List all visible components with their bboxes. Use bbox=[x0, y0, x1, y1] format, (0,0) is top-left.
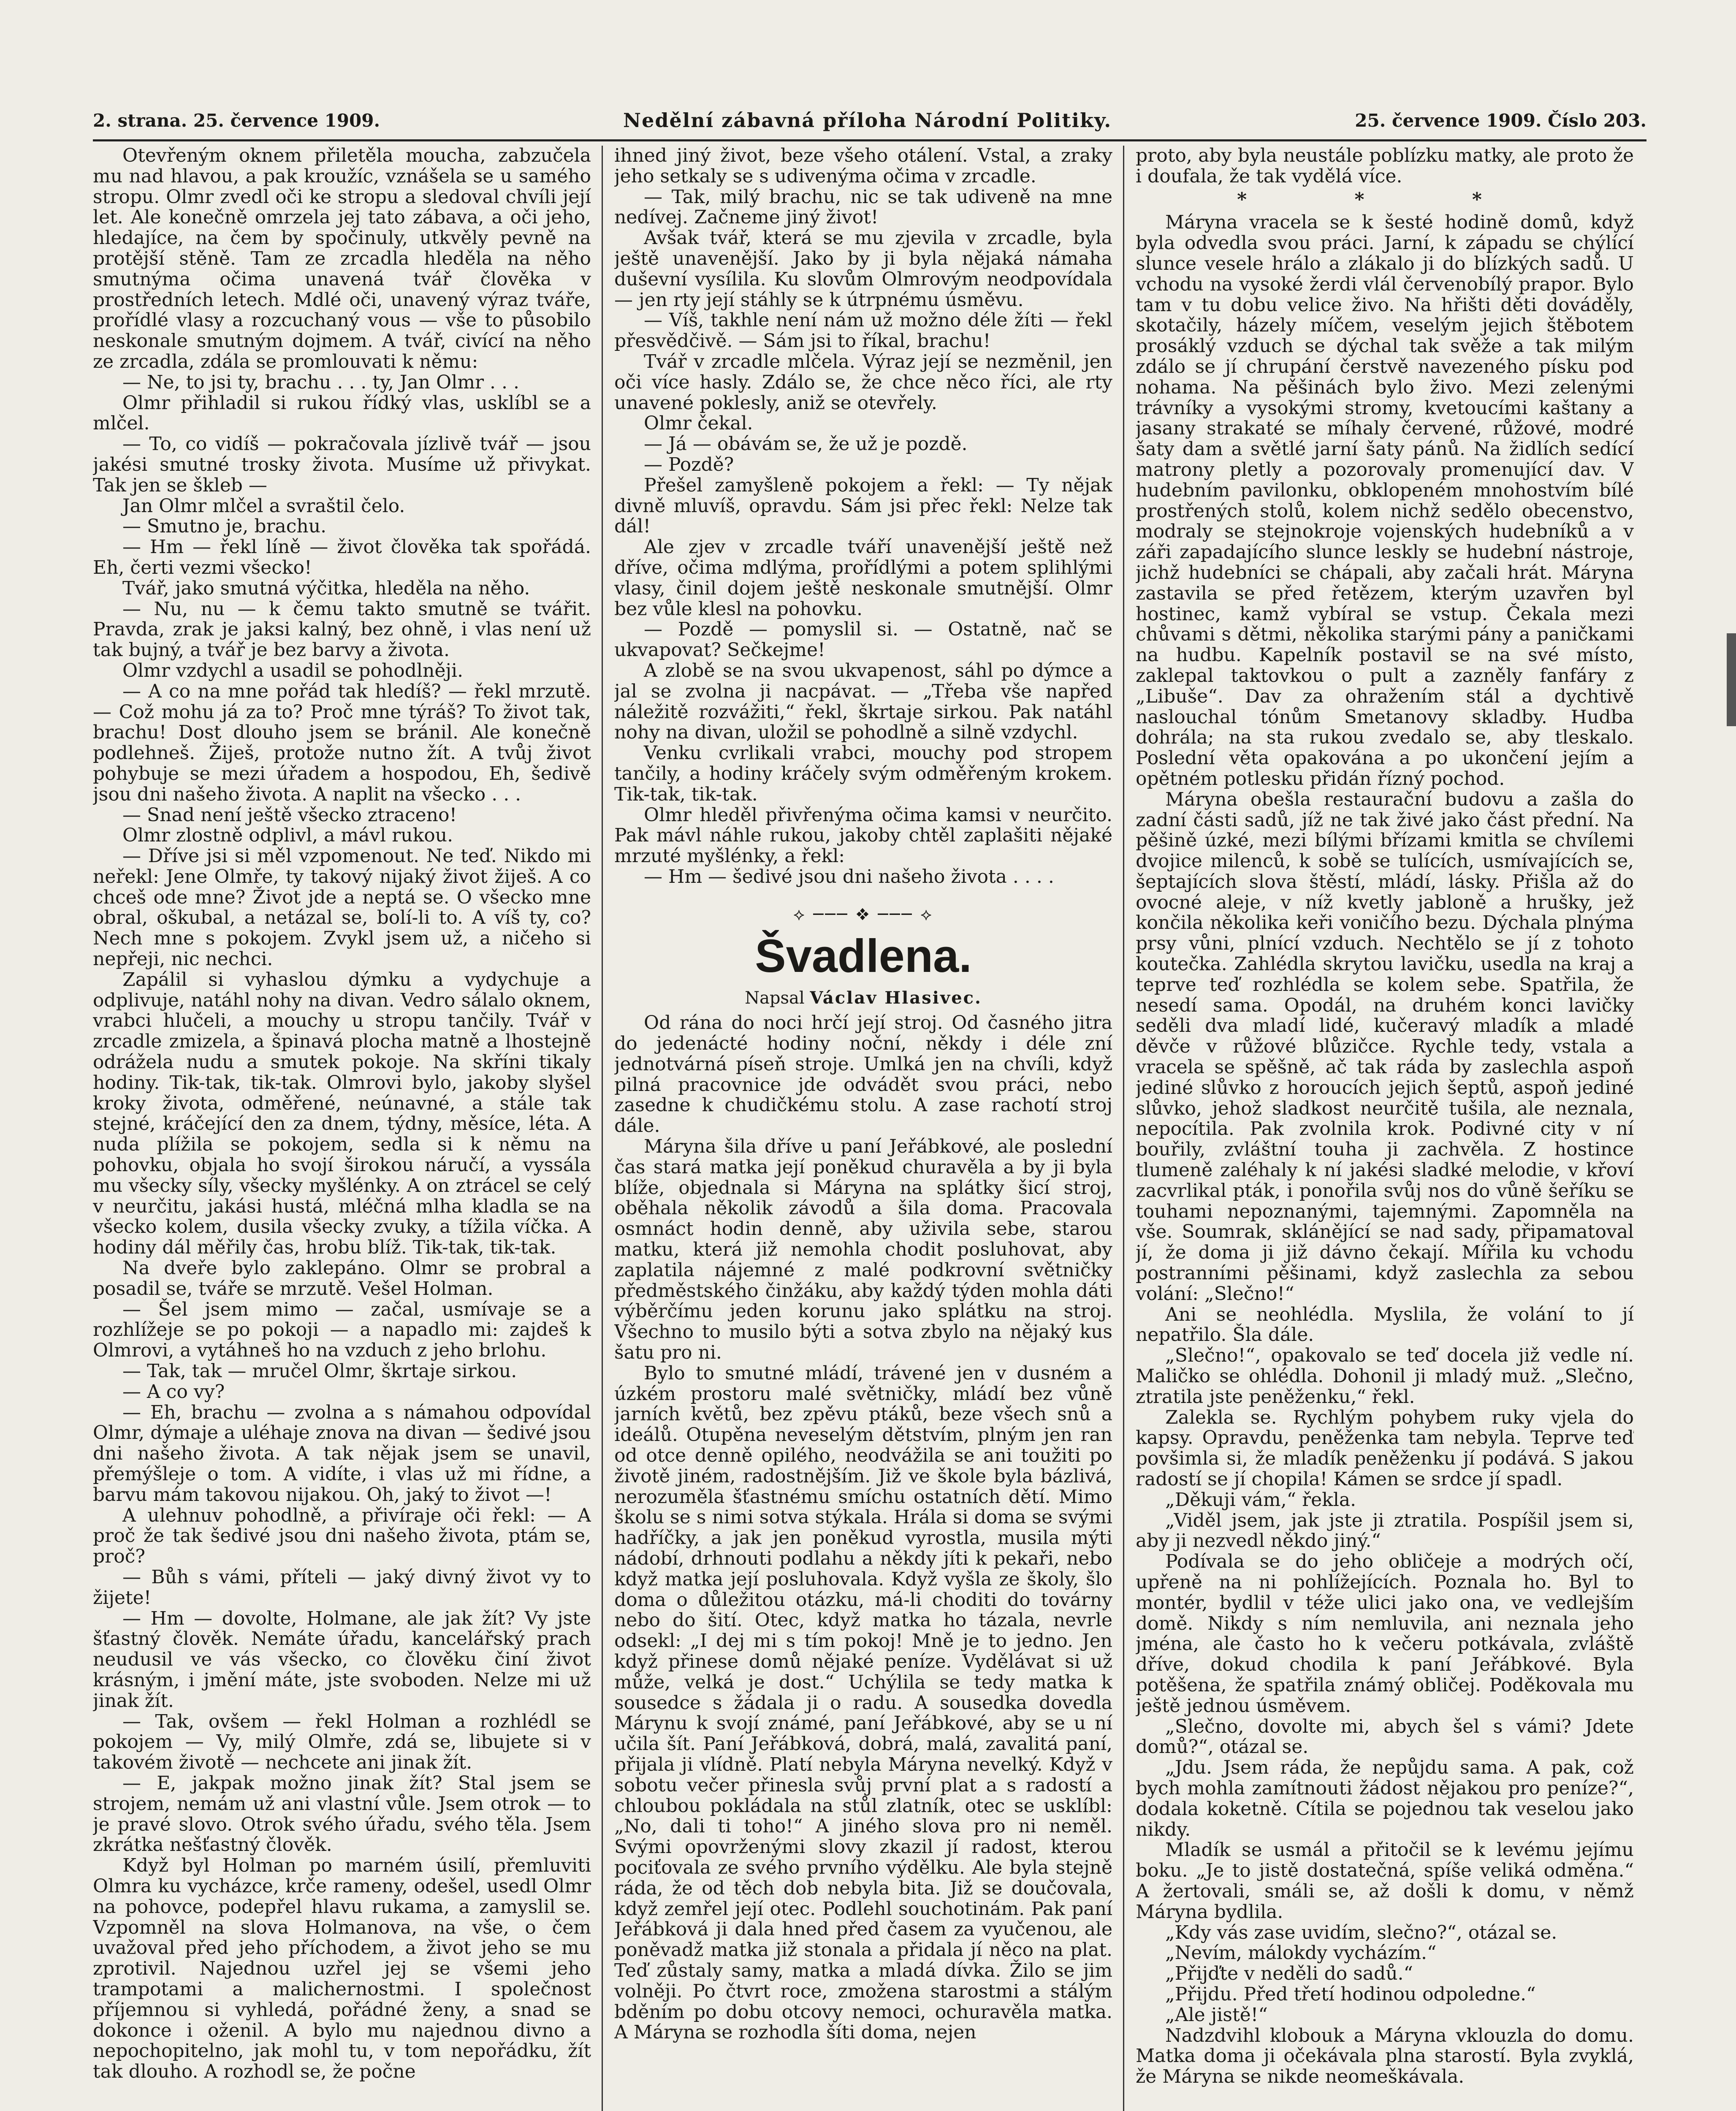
paragraph: Avšak tvář, která se mu zjevila v zrcadle, byla ještě unavenější. Jako by ji byla nějaká námaha duševní vysílila. Ku slovům Olmrovým neodpovídala — jen rty její stáhly se k útrpnému úsměvu. bbox=[614, 227, 1112, 311]
paragraph: Ani se neohlédla. Myslila, že volání to jí nepatřilo. Šla dále. bbox=[1136, 1303, 1634, 1346]
header-left: 2. strana. 25. července 1909. bbox=[93, 110, 380, 131]
paragraph: — Smutno je, brachu. bbox=[122, 516, 327, 537]
paragraph: — Bůh s vámi, příteli — jaký divný život vy to žijete! bbox=[93, 1566, 591, 1609]
column-divider bbox=[602, 146, 603, 2111]
paragraph: Máryna vracela se k šesté hodině domů, když byla odvedla svou práci. Jarní, k západu se chýlící slunce vesele hrálo a zlákalo ji do blízkých sadů. U vchodu na vysoké žerdi vlál červenobílý prapor. Bylo tam v tu dobu velice živo. Na hřišti děti dováděly, skotačily, házely míčem, veselým jejich štěbotem prosáklý vzduch se dýchal tak svěže a tak milým zdálo se jí chrupání čerstvě navezeného písku pod nohama. Na pěšinách bylo živo. Mezi zelenými trávníky a vysokými stromy, kvetoucími kaštany a jasany strakaté se míhaly červené, růžové, modré šaty dam a světlé jarní šaty pánů. Na židlích sedící matrony pletly a pozorovaly promenující dav. V hudebním pavilonku, obklopeném mnohostvím bílé prostřených stolů, kolem nichž sedělo obecenstvo, modraly se stejnokroje vojenských hudebníků a v záři zapadajícího slunce leskly se hudební nástroje, jichž hudebníci se chápali, aby začali hrát. Máryna zastavila se před řetězem, kterým uzavřen byl hostinec, kamž vybíral se vstup. Čekala mezi chůvami s dětmi, několika starými pány a paničkami na hudbu. Kapelník postavil se na své místo, zaklepal taktovkou o pult a zazněly fanfáry z „Libuše“. Dav za ohražením stál a dychtivě naslouchal tónům Smetanovy skladby. Hudba dohrála; na sta rukou zvedalo se, aby tleskalo. Poslední věta opakována a po ukončení jejím a opětném potlesku přidán řízný pochod. bbox=[1136, 212, 1634, 790]
paragraph: — Hm — šedivé jsou dni našeho života . . . . bbox=[644, 866, 1054, 887]
byline-prefix: Napsal bbox=[745, 988, 805, 1008]
paragraph: Jan Olmr mlčel a svraštil čelo. bbox=[122, 495, 405, 517]
paragraph: „Viděl jsem, jak jste ji ztratila. Pospíšil jsem si, aby ji nezvedl někdo jiný.“ bbox=[1136, 1509, 1634, 1552]
paragraph: — Pozdě? bbox=[644, 453, 734, 475]
paragraph: — Dříve jsi si měl vzpomenout. Ne teď. Nikdo mi neřekl: Jene Olmře, ty takový nijaký život žiješ. A co chceš ode mne? Život jde a neptá se. O všecko mne obral, oškubal, a netázal se, bolí-li to. A víš ty, co? Nech mne s pokojem. Zvykl jsem už, a ničeho si nepřeji, nic nechci. bbox=[93, 845, 591, 970]
paragraph: — Hm — řekl líně — život člověka tak spořádá. Eh, čerti vezmi všecko! bbox=[93, 536, 591, 578]
paragraph: Když byl Holman po marném úsilí, přemluviti Olmra ku vycházce, krče rameny, odešel, usedl Olmr na pohovce, podepřel hlavu rukama, a zamyslil se. Vzpomněl na slova Holmanova, na vše, o čem uvažoval před jeho příchodem, a život jeho se mu zprotivil. Najednou uzřel jej se všemi jeho trampotami a malichernostmi. I společnost příjemnou si vyhledá, pořádné ženy, a snad se dokonce i oženil. A bylo mu najednou divno a nepochopitelno, jak mohl tu, v tom nepořádku, žít tak dlouho. A rozhodl se, že počne bbox=[93, 1855, 591, 2083]
paragraph: „Kdy vás zase uvidím, slečno?“, otázal se. bbox=[1165, 1921, 1557, 1943]
header-rule bbox=[93, 139, 1646, 141]
paragraph: — Pozdě — pomyslil si. — Ostatně, nač se ukvapovat? Sečkejme! bbox=[614, 619, 1112, 661]
paragraph: Máryna šila dříve u paní Jeřábkové, ale poslední čas stará matka její poněkud churavěla a by ji byla blíže, objednala si Máryna na splátky šicí stroj, oběhala několik závodů a šila doma. Pracovala osmnáct hodin denně, aby uživila sebe, starou matku, která již nemohla chodit posluhovat, aby zaplatila nájemné z malé podkrovní světničky předměstského činžáku, aby každý týden mohla dáti výběrčímu jeden korunu jako splátku na stroj. Všechno to musilo býti a sotva zbylo na nějaký kus šatu pro ni. bbox=[614, 1136, 1112, 1364]
paragraph: — Hm — dovolte, Holmane, ale jak žít? Vy jste šťastný člověk. Nemáte úřadu, kancelářský prach neudusil ve vás všecko, co člověku činí život krásným, i jmění máte, jste svoboden. Nelze mi už jinak žít. bbox=[93, 1607, 591, 1712]
paragraph: — Víš, takhle není nám už možno déle žíti — řekl přesvědčivě. — Sám jsi to říkal, brachu! bbox=[614, 309, 1112, 352]
paragraph: „Děkuji vám,“ řekla. bbox=[1165, 1489, 1356, 1511]
paragraph: — Tak, milý brachu, nic se tak udiveně na mne nedívej. Začneme jiný život! bbox=[614, 186, 1112, 228]
paragraph: „Přijdu. Před třetí hodinou odpoledne.“ bbox=[1165, 1983, 1536, 2005]
story-byline bbox=[614, 988, 1112, 1009]
paragraph: — E, jakpak možno jinak žít? Stal jsem se strojem, nemám už ani vlastní vůle. Jsem otrok — to je pravé slovo. Otrok svého úřadu, svého těla. Jsem zkrátka nešťastný člověk. bbox=[93, 1772, 591, 1856]
column-divider bbox=[1123, 146, 1124, 2111]
header-right: 25. července 1909. Číslo 203. bbox=[1355, 110, 1646, 131]
paragraph: A zlobě se na svou ukvapenost, sáhl po dýmce a jal se zvolna ji nacpávat. — „Třeba vše napřed náležitě rozvážiti,“ řekl, škrtaje sirkou. Pak natáhl nohy na divan, uložil se pohodlně a silně vzdychl. bbox=[614, 659, 1112, 743]
paragraph: Olmr přihladil si rukou řídký vlas, usklíbl se a mlčel. bbox=[93, 392, 591, 434]
paragraph: Olmr zlostně odplivl, a mávl rukou. bbox=[122, 825, 453, 847]
paragraph: Od rána do noci hrčí její stroj. Od časného jitra do jedenácté hodiny noční, někdy i déle zní jednotvárná píseň stroje. Umlká jen na chvíli, když pilná pracovnice jde odvádět svou práci, nebo zasedne k chudičkému stolu. A zase rachotí stroj dále. bbox=[614, 1012, 1112, 1137]
paragraph: „Slečno!“, opakovalo se teď docela již vedle ní. Maličko se ohlédla. Dohonil ji mladý muž. „Slečno, ztratila jste peněženku,“ řekl. bbox=[1136, 1345, 1634, 1408]
paragraph: Máryna obešla restaurační budovu a zašla do zadní části sadů, jíž ne tak živé jako část přední. Na pěšině úzké, mezi bílými břízami kmitla se chvílemi dvojice milenců, k sobě se tulících, usmívajících se, šeptajících slova štěstí, mládí, lásky. Přišla až do ovocné aleje, v níž kvetly jabloně a hrušky, jež končila několika keři voničího bezu. Dýchala plnýma prsy vůni, plnící vzduch. Nechtělo se jí z tohoto koutečka. Zahlédla skrytou lavičku, usedla na kraj a teprve teď rozhlédla se kolem sebe. Spatřila, že nesedí sama. Opodál, na druhém konci lavičky seděli dva mladí lidé, kučeravý mladík a mladé děvče v růžové blůzičce. Rychle tedy, vstala a vracela se spěšně, ač tak ráda by zaslechla aspoň jediné slůvko z horoucích jejich šeptů, aspoň jediné slůvko, jehož sladkost neurčitě tušila, ale neznala, nepocítila. Pak zvolnila krok. Podivné city v ní bouřily, zvláštní touha ji zachvěla. Z hostince tlumeně zaléhaly k ní jakési sladké melodie, v křoví zacvrlikal pták, i ponořila svůj nos do vůně šeříku se touhami nepoznanými, tajemnými. Zapomněla na vše. Soumrak, sklánějící se nad sady, připamatoval jí, že doma ji již dávno čekají. Mířila ku vchodu postranními pěšinami, když zaslechla za sebou volání: „Slečno!“ bbox=[1136, 788, 1634, 1305]
paragraph: Ale zjev v zrcadle tváří unavenější ještě než dříve, očima mdlýma, prořídlými a potem splihlými vlasy, činil dojem ještě neskonale smutnější. Olmr bez vůle klesl na pohovku. bbox=[614, 536, 1112, 620]
column-3 bbox=[1136, 146, 1634, 2111]
column-1 bbox=[93, 146, 591, 2111]
paragraph: Na dveře bylo zaklepáno. Olmr se probral a posadil se, tváře se mrzutě. Vešel Holman. bbox=[93, 1257, 591, 1300]
paragraph: Olmr čekal. bbox=[644, 412, 753, 434]
paragraph: „Jdu. Jsem ráda, že nepůjdu sama. A pak, což bych mohla zamítnouti žádost nějakou pro peníze?“, dodala koketně. Cítila se pojednou tak veselou jako nikdy. bbox=[1136, 1757, 1634, 1840]
author-name: Václav Hlasivec. bbox=[810, 988, 982, 1008]
paragraph: — A co vy? bbox=[122, 1381, 225, 1403]
paragraph: Zalekla se. Rychlým pohybem ruky vjela do kapsy. Opravdu, peněženka tam nebyla. Teprve teď povšimla si, že mladík peněženku jí podává. S jakou radostí se jí chopila! Kámen se srdce jí spadl. bbox=[1136, 1406, 1634, 1490]
paragraph: — Šel jsem mimo — začal, usmívaje se a rozhlížeje se po pokoji — a napadlo mi: zajdeš k Olmrovi, a vytáhneš ho na vzduch z jeho brlohu. bbox=[93, 1298, 591, 1362]
header-title: Nedělní zábavná příloha Národní Politiky. bbox=[623, 109, 1112, 132]
paragraph: — Nu, nu — k čemu takto smutně se tvářit. Pravda, zrak je jaksi kalný, bez ohně, i vlas není už tak bujný, a tvář je bez barvy a života. bbox=[93, 598, 591, 661]
paragraph: — Já — obávám se, že už je pozdě. bbox=[644, 433, 968, 455]
paragraph: „Nevím, málokdy vycházím.“ bbox=[1165, 1942, 1437, 1964]
paragraph: „Ale jistě!“ bbox=[1165, 2004, 1268, 2026]
column-2 bbox=[614, 146, 1112, 2111]
paragraph: — A co na mne pořád tak hledíš? — řekl mrzutě. — Což mohu já za to? Proč mne týráš? To život tak, brachu! Dost dlouho jsem se bránil. Ale konečně podlehneš. Žiješ, protože nutno žít. A tvůj život pohybuje se mezi úřadem a hospodou, Eh, šedivě jsou dni našeho života. A naplit na všecko . . . bbox=[93, 680, 591, 805]
paragraph: Olmr vzdychl a usadil se pohodlněji. bbox=[122, 659, 464, 681]
ornament-divider: ⟡ ─── ❖ ─── ⟡ bbox=[793, 904, 933, 924]
page-header bbox=[93, 106, 1646, 135]
paragraph: Přešel zamyšleně pokojem a řekl: — Ty nějak divně mluvíš, opravdu. Sám jsi přec řekl: Nelze tak dál! bbox=[614, 474, 1112, 537]
paragraph: — Tak, ovšem — řekl Holman a rozhlédl se pokojem — Vy, milý Olmře, zdá se, libujete si v takovém životě — nechcete ani jinak žít. bbox=[93, 1710, 591, 1774]
paragraph: proto, aby byla neustále poblízku matky, ale proto že i doufala, že tak vydělá více. bbox=[1136, 146, 1634, 187]
paragraph: Olmr hleděl přivřenýma očima kamsi v neurčito. Pak mávl náhle rukou, jakoby chtěl zaplašiti nějaké mrzuté myšlénky, a řekl: bbox=[614, 804, 1112, 867]
paragraph: — To, co vidíš — pokračovala jízlivě tvář — jsou jakési smutné trosky života. Musíme už přivykat. Tak jen se škleb — bbox=[93, 433, 591, 496]
paragraph: „Přijďte v neděli do sadů.“ bbox=[1165, 1963, 1413, 1985]
paragraph: Nadzdvihl klobouk a Máryna vklouzla do domu. Matka doma ji očekávala plna starostí. Byla zvyklá, že Máryna se nikde neomeškávala. bbox=[1136, 2024, 1634, 2088]
paragraph: Bylo to smutné mládí, trávené jen v dusném a úzkém prostoru malé světničky, mládí bez vůně jarních květů, bez zpěvu ptáků, beze všech snů a ideálů. Otupěna neveselým dětstvím, plným jen ran od otce denně opilého, neodvážila se ani toužiti po životě jiném, radostnějším. Již ve škole byla bázlivá, nerozuměla šťastnému smíchu ostatních dětí. Mimo školu se s nimi sotva stýkala. Hrála si doma se svými hadříčky, a jak jen poněkud vyrostla, musila mýti nádobí, drhnouti podlahu a někdy jíti k pekaři, nebo když matka její posluhovala. Když vyšla ze školy, šlo doma o důležitou otázku, má-li choditi do továrny nebo do šití. Otec, když matka ho tázala, nevrle odsekl: „I dej mi s tím pokoj! Mně je to jedno. Jen když přinese domů nějaké peníze. Vydělávat si už může, velká je dost.“ Uchýlila se tedy matka k sousedce s žádala ji o radu. A sousedka dovedla Márynu k svojí známé, paní Jeřábkové, aby se u ní učila šít. Paní Jeřábková, dobrá, malá, zavalitá paní, přijala ji vlídně. Platí nebyla Máryna nevelký. Když v sobotu večer přinesla svůj první plat a s radostí a chloubou pokládala na stůl zlatník, otec se usklíbl: „No, dali ti toho!“ A jiného slova pro ni neměl. Svými opovrženými slovy zkazil jí radost, kterou pociťovala ze svého prvního výdělku. Ale byla stejně ráda, že od těch dob nebyla bita. Již se doučovala, když zemřel její otec. Podlehl souchotinám. Pak paní Jeřábková ji dala hned před časem za vyučenou, ale poněvadž matka již stonala a přidala jí něco na plat. Teď zůstaly samy, matka a mladá dívka. Žilo se jim volněji. Po čtvrt roce, zmožena starostmi a stálým bděním po dobu otcovy nemoci, ochuravěla matka. A Máryna se rozhodla šíti doma, nejen bbox=[614, 1362, 1112, 2043]
paragraph: — Eh, brachu — zvolna a s námahou odpovídal Olmr, dýmaje a uléhaje znova na divan — šedivé jsou dni našeho života. A tak nějak jsem se unavil, přemýšleje o tom. A vidíte, i vlas už mi řídne, a barvu mám takovou nijakou. Oh, jaký to život —! bbox=[93, 1401, 591, 1506]
paragraph: Mladík se usmál a přitočil se k levému jejímu boku. „Je to jistě dostatečná, spíše veliká odměna.“ A žertovali, smáli se, až došli k domu, v němž Máryna bydlila. bbox=[1136, 1839, 1634, 1923]
paragraph: Venku cvrlikali vrabci, mouchy pod stropem tančily, a hodiny kráčely svým odměřeným krokem. Tik-tak, tik-tak. bbox=[614, 742, 1112, 805]
paragraph: Podívala se do jeho obličeje a modrých očí, upřeně na ni pohlížejících. Poznala ho. Byl to montér, bydlil v téže ulici jako ona, ve vedlejším domě. Nikdy s ním nemluvila, ani neznala jeho jména, ale často ho k večeru potkávala, zvláště dříve, dokud chodila k paní Jeřábkové. Byla potěšena, že spatřila známý obličej. Poděkovala mu ještě jednou úsměvem. bbox=[1136, 1551, 1634, 1717]
paragraph: A ulehnuv pohodlně, a přivíraje oči řekl: — A proč že tak šedivé jsou dni našeho života, ptám se, proč? bbox=[93, 1504, 591, 1568]
paragraph: Otevřeným oknem přiletěla moucha, zabzučela mu nad hlavou, a pak kroužíc, vznášela se u samého stropu. Olmr zvedl oči ke stropu a sledoval chvíli její let. Ale konečně omrzela jej tato zábava, a oči jeho, hledajíce, na čem by spočinuly, utkvěly pevně na protější stěně. Tam ze zrcadla hleděla na něho smutnýma očima unavená tvář člověka v prostředních letech. Mdlé oči, unavený výraz tváře, prořídlé vlasy a rozcuchaný vous — vše to působilo neskonale smutným dojmem. A tvář, civící na něho ze zrcadla, zdála se promlouvati k němu: bbox=[93, 146, 591, 372]
paragraph: Tvář, jako smutná výčitka, hleděla na něho. bbox=[122, 577, 530, 599]
scan-edge-mark bbox=[1727, 633, 1736, 726]
section-stars: * * * bbox=[1237, 188, 1533, 210]
paragraph: — Tak, tak — mručel Olmr, škrtaje sirkou. bbox=[122, 1360, 517, 1382]
paragraph: — Ne, to jsi ty, brachu . . . ty, Jan Olmr . . . bbox=[122, 371, 519, 393]
paragraph: — Snad není ještě všecko ztraceno! bbox=[122, 804, 457, 826]
story-title: Švadlena. bbox=[755, 930, 972, 982]
paragraph: ihned jiný život, beze všeho otálení. Vstal, a zraky jeho setkaly se s udivenýma očima v zrcadle. bbox=[614, 146, 1112, 187]
paragraph: „Slečno, dovolte mi, abych šel s vámi? Jdete domů?“, otázal se. bbox=[1136, 1715, 1634, 1758]
paragraph: Tvář v zrcadle mlčela. Výraz její se nezměnil, jen oči více hasly. Zdálo se, že chce něco říci, ale rty unavené poklesly, aniž se otevřely. bbox=[614, 350, 1112, 414]
paragraph: Zapálil si vyhaslou dýmku a vydychuje a odplivuje, natáhl nohy na divan. Vedro sálalo oknem, vrabci hlučeli, a mouchy u stropu tančily. Tvář v zrcadle zmizela, a špinavá plocha matně a lhostejně odrážela nudu a smutek pokoje. Na skříni tikaly hodiny. Tik-tak, tik-tak. Olmrovi bylo, jakoby slyšel kroky života, odměřené, neúnavné, a stále tak stejné, kráčející den za dnem, týdny, měsíce, léta. A nuda plížila se pokojem, sedla si k němu na pohovku, objala ho svojí širokou náručí, a vyssála mu všecky síly, všecky myšlénky. A on ztrácel se celý v neurčitu, jakási hustá, mléčná mlha kladla se na všecko kolem, dusila všecky zvuky, a tížila víčka. A hodiny dál měřily čas, hrobu blíž. Tik-tak, tik-tak. bbox=[93, 969, 591, 1259]
